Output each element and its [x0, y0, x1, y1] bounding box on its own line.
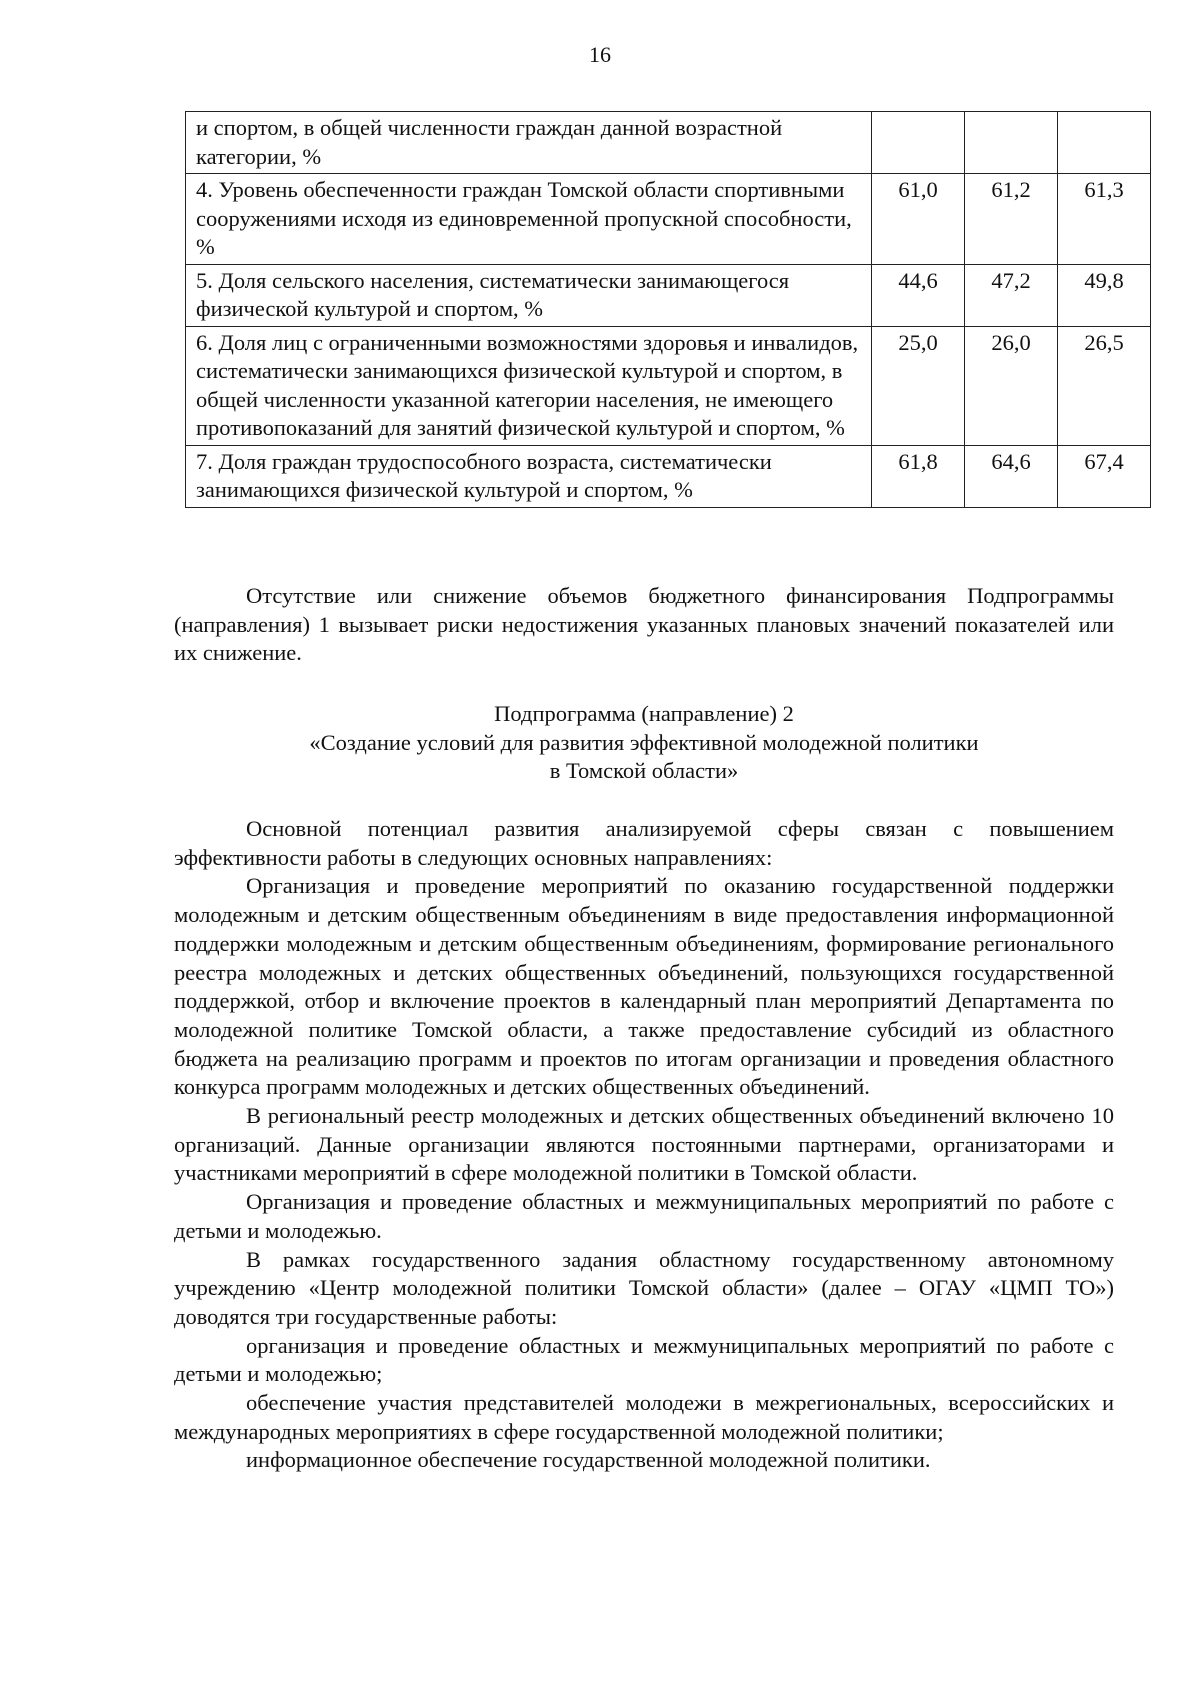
indicator-value: 26,5 — [1058, 326, 1151, 445]
indicator-value: 25,0 — [872, 326, 965, 445]
indicator-name: 4. Уровень обеспеченности граждан Томской области спортивными сооружениями исходя из единовременной пропускной способности, % — [186, 174, 872, 265]
indicator-value: 26,0 — [965, 326, 1058, 445]
indicator-value: 67,4 — [1058, 445, 1151, 507]
indicator-value: 61,2 — [965, 174, 1058, 265]
indicator-name: 5. Доля сельского населения, систематически занимающегося физической культурой и спортом, % — [186, 264, 872, 326]
indicator-value: 64,6 — [965, 445, 1058, 507]
table-row — [186, 326, 1151, 445]
paragraph: Основной потенциал развития анализируемой сферы связан с повышением эффективности работы в следующих основных направлениях: — [174, 816, 1114, 870]
heading-line: в Томской области» — [549, 758, 739, 784]
table-row — [186, 264, 1151, 326]
indicator-value: 61,3 — [1058, 174, 1151, 265]
paragraph: информационное обеспечение государственной молодежной политики. — [246, 1447, 931, 1473]
indicator-value — [872, 112, 965, 174]
table-row — [186, 445, 1151, 507]
section-heading — [174, 700, 1114, 786]
risk-paragraph-block — [174, 582, 1114, 668]
page-number: 16 — [589, 42, 611, 67]
paragraph: Организация и проведение областных и межмуниципальных мероприятий по работе с детьми и молодежью. — [174, 1189, 1114, 1243]
indicator-value: 61,8 — [872, 445, 965, 507]
indicator-name: 7. Доля граждан трудоспособного возраста, систематически занимающихся физической культурой и спортом, % — [186, 445, 872, 507]
paragraph: Организация и проведение мероприятий по оказанию государственной поддержки молодежным и детским общественным объединениям в виде предоставления информационной поддержки молодежным и детским общественным объединениям, формирование регионального реестра молодежных и детских общественных объединений, пользующихся государственной поддержкой, отбор и включение проектов в календарный план мероприятий Департамента по молодежной политике Томской области, а также предоставление субсидий из областного бюджета на реализацию программ и проектов по итогам организации и проведения областного конкурса программ молодежных и детских общественных объединений. — [174, 873, 1114, 1100]
indicator-value: 47,2 — [965, 264, 1058, 326]
paragraph: В региональный реестр молодежных и детских общественных объединений включено 10 организаций. Данные организации являются постоянными партнерами, организаторами и участниками мероприятий в сфере молодежной политики в Томской области. — [174, 1103, 1114, 1186]
heading-line: Подпрограмма (направление) 2 — [494, 701, 794, 726]
table-row — [186, 112, 1151, 174]
indicator-value: 49,8 — [1058, 264, 1151, 326]
body-text — [174, 815, 1114, 1475]
indicators-table — [185, 111, 1151, 508]
indicator-value: 61,0 — [872, 174, 965, 265]
indicator-value: 44,6 — [872, 264, 965, 326]
paragraph: Отсутствие или снижение объемов бюджетного финансирования Подпрограммы (направления) 1 вызывает риски недостижения указанных плановых значений показателей или их снижение. — [174, 583, 1114, 666]
paragraph: обеспечение участия представителей молодежи в межрегиональных, всероссийских и международных мероприятиях в сфере государственной молодежной политики; — [174, 1390, 1114, 1444]
table-row — [186, 174, 1151, 265]
indicator-value — [1058, 112, 1151, 174]
indicator-name: и спортом, в общей численности граждан данной возрастной категории, % — [186, 112, 872, 174]
paragraph: организация и проведение областных и межмуниципальных мероприятий по работе с детьми и молодежью; — [174, 1332, 1114, 1387]
paragraph: В рамках государственного задания областному государственному автономному учреждению «Центр молодежной политики Томской области» (далее – ОГАУ «ЦМП ТО») доводятся три государственные работы: — [174, 1246, 1114, 1329]
indicator-name: 6. Доля лиц с ограниченными возможностями здоровья и инвалидов, систематически занимающихся физической культурой и спортом, в общей численности указанной категории населения, не имеющего противопоказаний для занятий физической культурой и спортом, % — [186, 326, 872, 445]
indicator-value — [965, 112, 1058, 174]
heading-line: «Создание условий для развития эффективной молодежной политики — [309, 729, 979, 755]
